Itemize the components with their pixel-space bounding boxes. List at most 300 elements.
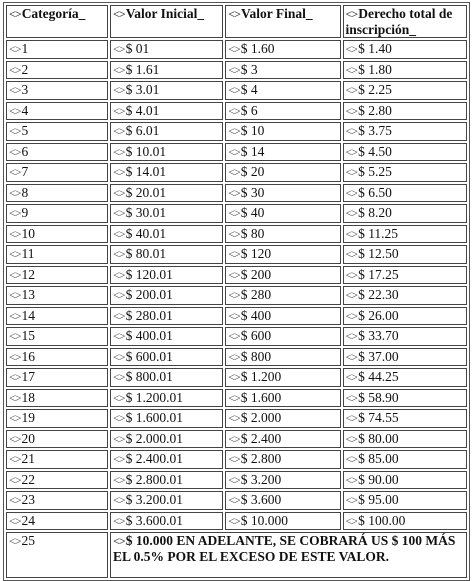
cell-marker: <> xyxy=(113,226,125,241)
header-cell xyxy=(343,5,467,38)
cell-marker: <> xyxy=(113,288,125,303)
cell-marker: <> xyxy=(113,103,125,118)
cell-marker: <> xyxy=(228,493,240,508)
initial-value-cell-text: $ 3.600.01 xyxy=(125,512,183,528)
category-cell-text: 24 xyxy=(21,512,36,528)
cell-marker: <> xyxy=(345,144,358,159)
fee-cell-text: $ 95.00 xyxy=(358,492,399,508)
cell-marker: <> xyxy=(113,7,125,21)
table-row xyxy=(6,225,467,244)
initial-value-cell-text: $ 280.01 xyxy=(125,307,173,323)
final-value-cell-text: $ 120 xyxy=(240,246,272,262)
initial-value-cell xyxy=(110,327,223,346)
final-value-cell-text: $ 280 xyxy=(240,287,272,303)
initial-value-cell-text: $ 2.000.01 xyxy=(125,430,183,446)
fee-cell xyxy=(343,204,467,223)
category-cell-text: 6 xyxy=(21,143,29,159)
cell-marker: <> xyxy=(345,431,358,446)
cell-marker: <> xyxy=(113,513,125,528)
fee-cell xyxy=(343,286,467,305)
cell-marker: <> xyxy=(228,370,240,385)
fee-cell xyxy=(343,307,467,326)
initial-value-cell xyxy=(110,122,223,141)
fee-cell-text: $ 37.00 xyxy=(358,348,399,364)
initial-value-cell xyxy=(110,184,223,203)
cell-marker: <> xyxy=(228,513,240,528)
final-value-cell xyxy=(225,286,340,305)
cell-marker: <> xyxy=(345,165,358,180)
initial-value-cell-text: $ 30.01 xyxy=(125,205,167,221)
cell-marker: <> xyxy=(345,390,358,405)
category-cell xyxy=(6,61,108,80)
table-row xyxy=(6,163,467,182)
cell-marker: <> xyxy=(9,308,21,323)
cell-marker: <> xyxy=(9,513,21,528)
cell-marker: <> xyxy=(228,308,240,323)
cell-marker: <> xyxy=(9,62,21,77)
category-cell-text: 10 xyxy=(21,225,36,241)
final-value-cell xyxy=(225,491,340,510)
final-value-cell xyxy=(225,389,340,408)
category-cell-text: 22 xyxy=(21,471,36,487)
table-row-final xyxy=(6,532,467,578)
cell-marker: <> xyxy=(228,165,240,180)
final-value-cell-text: $ 2.800 xyxy=(240,451,282,467)
initial-value-cell xyxy=(110,225,223,244)
category-cell-text: 13 xyxy=(21,287,36,303)
table-row xyxy=(6,307,467,326)
final-value-cell xyxy=(225,430,340,449)
fee-cell-text: $ 58.90 xyxy=(358,389,399,405)
fee-table xyxy=(3,2,470,581)
fee-cell-text: $ 4.50 xyxy=(358,143,392,159)
cell-marker: <> xyxy=(345,513,358,528)
category-cell xyxy=(6,307,108,326)
initial-value-cell xyxy=(110,40,223,59)
initial-value-cell xyxy=(110,143,223,162)
final-value-cell xyxy=(225,163,340,182)
final-value-cell xyxy=(225,184,340,203)
cell-marker: <> xyxy=(228,103,240,118)
initial-value-cell xyxy=(110,389,223,408)
cell-marker: <> xyxy=(113,42,125,57)
fee-cell xyxy=(343,409,467,428)
initial-value-cell xyxy=(110,61,223,80)
fee-cell xyxy=(343,184,467,203)
cell-marker: <> xyxy=(345,42,358,57)
category-cell-text: 18 xyxy=(21,389,36,405)
final-value-cell-text: $ 3 xyxy=(240,61,258,77)
cell-marker: <> xyxy=(9,431,21,446)
initial-value-cell-text: $ 600.01 xyxy=(125,348,173,364)
initial-value-cell-text: $ 80.01 xyxy=(125,246,167,262)
header-categoria: Categoría_ xyxy=(21,6,86,21)
table-row xyxy=(6,245,467,264)
cell-marker: <> xyxy=(228,206,240,221)
table-row xyxy=(6,204,467,223)
table-row xyxy=(6,368,467,387)
cell-marker: <> xyxy=(345,124,358,139)
cell-marker: <> xyxy=(9,267,21,282)
cell-marker: <> xyxy=(113,62,125,77)
fee-cell xyxy=(343,491,467,510)
category-cell xyxy=(6,450,108,469)
header-cell xyxy=(110,5,223,38)
fee-cell xyxy=(343,368,467,387)
initial-value-cell-text: $ 2.800.01 xyxy=(125,471,183,487)
final-value-cell-text: $ 1.200 xyxy=(240,369,282,385)
cell-marker: <> xyxy=(9,288,21,303)
category-cell-text: 23 xyxy=(21,492,36,508)
cell-marker: <> xyxy=(9,534,21,548)
cell-marker: <> xyxy=(345,452,358,467)
category-cell-text: 14 xyxy=(21,307,36,323)
initial-value-cell-text: $ 4.01 xyxy=(125,102,160,118)
excess-note-cell xyxy=(110,532,467,578)
final-value-cell-text: $ 10 xyxy=(240,123,265,139)
header-row xyxy=(6,5,467,38)
table-row xyxy=(6,40,467,59)
final-value-cell xyxy=(225,102,340,121)
category-cell xyxy=(6,245,108,264)
final-value-cell xyxy=(225,307,340,326)
final-value-cell-text: $ 2.400 xyxy=(240,430,282,446)
final-value-cell xyxy=(225,450,340,469)
excess-note-cell-text: $ 10.000 EN ADELANTE, SE COBRARÁ US $ 100 MÁS EL 0.5% POR EL EXCESO DE ESTE VALOR. xyxy=(113,533,456,564)
final-value-cell xyxy=(225,512,340,531)
category-cell-text: 8 xyxy=(21,184,29,200)
cell-marker: <> xyxy=(113,411,125,426)
cell-marker: <> xyxy=(9,390,21,405)
category-cell xyxy=(6,81,108,100)
final-value-cell xyxy=(225,471,340,490)
table-row xyxy=(6,102,467,121)
fee-cell xyxy=(343,430,467,449)
cell-marker: <> xyxy=(228,329,240,344)
final-value-cell xyxy=(225,327,340,346)
fee-cell xyxy=(343,225,467,244)
final-value-cell xyxy=(225,245,340,264)
initial-value-cell-text: $ 200.01 xyxy=(125,287,173,303)
cell-marker: <> xyxy=(228,390,240,405)
final-value-cell-text: $ 80 xyxy=(240,225,265,241)
cell-marker: <> xyxy=(113,431,125,446)
fee-cell-text: $ 74.55 xyxy=(358,410,399,426)
category-cell xyxy=(6,286,108,305)
category-cell xyxy=(6,430,108,449)
cell-marker: <> xyxy=(9,185,21,200)
final-value-cell-text: $ 800 xyxy=(240,348,272,364)
cell-marker: <> xyxy=(345,247,358,262)
final-value-cell-text: $ 14 xyxy=(240,143,265,159)
final-value-cell xyxy=(225,409,340,428)
fee-cell xyxy=(343,81,467,100)
initial-value-cell-text: $ 120.01 xyxy=(125,266,173,282)
table-row xyxy=(6,491,467,510)
initial-value-cell-text: $ 14.01 xyxy=(125,164,167,180)
category-cell xyxy=(6,184,108,203)
cell-marker: <> xyxy=(345,329,358,344)
final-value-cell-text: $ 3.600 xyxy=(240,492,282,508)
cell-marker: <> xyxy=(113,493,125,508)
table-row xyxy=(6,471,467,490)
cell-marker: <> xyxy=(9,103,21,118)
table-row xyxy=(6,409,467,428)
fee-cell-text: $ 8.20 xyxy=(358,205,392,221)
cell-marker: <> xyxy=(113,165,125,180)
header-valor-inicial: Valor Inicial_ xyxy=(125,6,205,21)
fee-cell-text: $ 1.40 xyxy=(358,41,392,57)
category-cell xyxy=(6,122,108,141)
fee-cell-text: $ 17.25 xyxy=(358,266,399,282)
cell-marker: <> xyxy=(113,534,125,548)
final-value-cell-text: $ 2.000 xyxy=(240,410,282,426)
cell-marker: <> xyxy=(113,247,125,262)
initial-value-cell xyxy=(110,409,223,428)
cell-marker: <> xyxy=(228,247,240,262)
header-derecho-total: Derecho total de inscripción_ xyxy=(345,6,453,37)
fee-cell-text: $ 12.50 xyxy=(358,246,399,262)
cell-marker: <> xyxy=(228,42,240,57)
initial-value-cell-text: $ 20.01 xyxy=(125,184,167,200)
category-cell-text: 4 xyxy=(21,102,29,118)
final-value-cell xyxy=(225,225,340,244)
cell-marker: <> xyxy=(9,329,21,344)
initial-value-cell xyxy=(110,245,223,264)
initial-value-cell xyxy=(110,286,223,305)
category-cell-text: 20 xyxy=(21,430,36,446)
table-row xyxy=(6,143,467,162)
fee-cell xyxy=(343,102,467,121)
cell-marker: <> xyxy=(228,349,240,364)
table-row xyxy=(6,389,467,408)
table-row xyxy=(6,61,467,80)
cell-marker: <> xyxy=(345,288,358,303)
table-row xyxy=(6,512,467,531)
cell-marker: <> xyxy=(9,83,21,98)
initial-value-cell xyxy=(110,81,223,100)
final-value-cell-text: $ 400 xyxy=(240,307,272,323)
cell-marker: <> xyxy=(228,226,240,241)
initial-value-cell xyxy=(110,450,223,469)
cell-marker: <> xyxy=(345,349,358,364)
fee-cell-text: $ 100.00 xyxy=(358,512,406,528)
final-value-cell xyxy=(225,81,340,100)
cell-marker: <> xyxy=(228,185,240,200)
fee-cell-text: $ 2.80 xyxy=(358,102,392,118)
cell-marker: <> xyxy=(228,288,240,303)
final-value-cell-text: $ 3.200 xyxy=(240,471,282,487)
category-cell-text: 15 xyxy=(21,328,36,344)
initial-value-cell-text: $ 400.01 xyxy=(125,328,173,344)
fee-cell xyxy=(343,327,467,346)
header-cell xyxy=(6,5,108,38)
final-value-cell xyxy=(225,61,340,80)
cell-marker: <> xyxy=(113,472,125,487)
category-cell-text: 5 xyxy=(21,123,29,139)
fee-cell xyxy=(343,61,467,80)
cell-marker: <> xyxy=(113,267,125,282)
final-value-cell-text: $ 4 xyxy=(240,82,258,98)
table-row xyxy=(6,81,467,100)
category-cell-text: 21 xyxy=(21,451,36,467)
cell-marker: <> xyxy=(9,144,21,159)
final-value-cell-text: $ 20 xyxy=(240,164,265,180)
cell-marker: <> xyxy=(9,226,21,241)
cell-marker: <> xyxy=(113,349,125,364)
cell-marker: <> xyxy=(345,7,358,21)
initial-value-cell-text: $ 1.600.01 xyxy=(125,410,183,426)
fee-cell-text: $ 85.00 xyxy=(358,451,399,467)
category-cell xyxy=(6,266,108,285)
cell-marker: <> xyxy=(9,42,21,57)
category-cell xyxy=(6,348,108,367)
initial-value-cell xyxy=(110,307,223,326)
category-cell-text: 2 xyxy=(21,61,29,77)
fee-cell xyxy=(343,348,467,367)
cell-marker: <> xyxy=(345,62,358,77)
fee-cell xyxy=(343,471,467,490)
final-value-cell-text: $ 10.000 xyxy=(240,512,289,528)
cell-marker: <> xyxy=(228,144,240,159)
cell-marker: <> xyxy=(228,267,240,282)
cell-marker: <> xyxy=(113,390,125,405)
category-cell xyxy=(6,143,108,162)
table-row xyxy=(6,266,467,285)
table-row xyxy=(6,450,467,469)
final-value-cell-text: $ 1.600 xyxy=(240,389,282,405)
fee-table-body xyxy=(6,5,467,578)
category-cell xyxy=(6,491,108,510)
category-cell-text: 17 xyxy=(21,369,36,385)
final-value-cell xyxy=(225,266,340,285)
fee-cell-text: $ 44.25 xyxy=(358,369,399,385)
cell-marker: <> xyxy=(345,185,358,200)
initial-value-cell xyxy=(110,368,223,387)
category-cell-text: 9 xyxy=(21,205,29,221)
final-value-cell-text: $ 1.60 xyxy=(240,41,275,57)
cell-marker: <> xyxy=(113,329,125,344)
cell-marker: <> xyxy=(228,7,240,21)
cell-marker: <> xyxy=(228,472,240,487)
initial-value-cell xyxy=(110,471,223,490)
initial-value-cell-text: $ 6.01 xyxy=(125,123,160,139)
category-cell xyxy=(6,471,108,490)
cell-marker: <> xyxy=(228,431,240,446)
cell-marker: <> xyxy=(345,267,358,282)
final-value-cell xyxy=(225,368,340,387)
category-cell xyxy=(6,40,108,59)
category-cell xyxy=(6,532,108,578)
category-cell xyxy=(6,389,108,408)
category-cell-text: 1 xyxy=(21,41,29,57)
cell-marker: <> xyxy=(228,411,240,426)
cell-marker: <> xyxy=(345,308,358,323)
category-cell xyxy=(6,225,108,244)
cell-marker: <> xyxy=(113,308,125,323)
cell-marker: <> xyxy=(345,411,358,426)
category-cell xyxy=(6,102,108,121)
fee-cell-text: $ 22.30 xyxy=(358,287,399,303)
fee-cell-text: $ 80.00 xyxy=(358,430,399,446)
cell-marker: <> xyxy=(9,452,21,467)
fee-cell xyxy=(343,40,467,59)
final-value-cell xyxy=(225,40,340,59)
cell-marker: <> xyxy=(9,411,21,426)
fee-cell-text: $ 5.25 xyxy=(358,164,392,180)
fee-cell-text: $ 3.75 xyxy=(358,123,392,139)
cell-marker: <> xyxy=(345,103,358,118)
fee-cell xyxy=(343,245,467,264)
initial-value-cell-text: $ 3.200.01 xyxy=(125,492,183,508)
cell-marker: <> xyxy=(345,370,358,385)
table-row xyxy=(6,286,467,305)
fee-cell-text: $ 90.00 xyxy=(358,471,399,487)
cell-marker: <> xyxy=(9,206,21,221)
final-value-cell xyxy=(225,122,340,141)
header-valor-final: Valor Final_ xyxy=(240,6,313,21)
fee-cell-text: $ 33.70 xyxy=(358,328,399,344)
initial-value-cell xyxy=(110,430,223,449)
cell-marker: <> xyxy=(9,165,21,180)
table-row xyxy=(6,327,467,346)
initial-value-cell xyxy=(110,491,223,510)
category-cell xyxy=(6,163,108,182)
category-cell-text: 16 xyxy=(21,348,36,364)
header-cell xyxy=(225,5,340,38)
cell-marker: <> xyxy=(113,370,125,385)
cell-marker: <> xyxy=(113,144,125,159)
cell-marker: <> xyxy=(113,185,125,200)
final-value-cell-text: $ 200 xyxy=(240,266,272,282)
initial-value-cell-text: $ 10.01 xyxy=(125,143,167,159)
cell-marker: <> xyxy=(228,452,240,467)
cell-marker: <> xyxy=(228,124,240,139)
fee-cell xyxy=(343,450,467,469)
cell-marker: <> xyxy=(9,493,21,508)
cell-marker: <> xyxy=(9,370,21,385)
cell-marker: <> xyxy=(9,124,21,139)
final-value-cell xyxy=(225,348,340,367)
cell-marker: <> xyxy=(9,472,21,487)
cell-marker: <> xyxy=(345,472,358,487)
cell-marker: <> xyxy=(228,83,240,98)
initial-value-cell-text: $ 40.01 xyxy=(125,225,167,241)
category-cell-text: 11 xyxy=(21,246,35,262)
fee-cell xyxy=(343,143,467,162)
category-cell xyxy=(6,409,108,428)
initial-value-cell-text: $ 3.01 xyxy=(125,82,160,98)
fee-cell-text: $ 26.00 xyxy=(358,307,399,323)
table-row xyxy=(6,122,467,141)
category-cell-text: 19 xyxy=(21,410,36,426)
final-value-cell xyxy=(225,204,340,223)
final-value-cell xyxy=(225,143,340,162)
initial-value-cell xyxy=(110,512,223,531)
initial-value-cell xyxy=(110,163,223,182)
cell-marker: <> xyxy=(345,206,358,221)
initial-value-cell-text: $ 800.01 xyxy=(125,369,173,385)
initial-value-cell-text: $ 2.400.01 xyxy=(125,451,183,467)
fee-cell-text: $ 6.50 xyxy=(358,184,392,200)
table-row xyxy=(6,184,467,203)
cell-marker: <> xyxy=(345,493,358,508)
category-cell-text: 25 xyxy=(21,533,36,548)
fee-cell-text: $ 1.80 xyxy=(358,61,392,77)
initial-value-cell xyxy=(110,102,223,121)
initial-value-cell xyxy=(110,204,223,223)
cell-marker: <> xyxy=(113,83,125,98)
